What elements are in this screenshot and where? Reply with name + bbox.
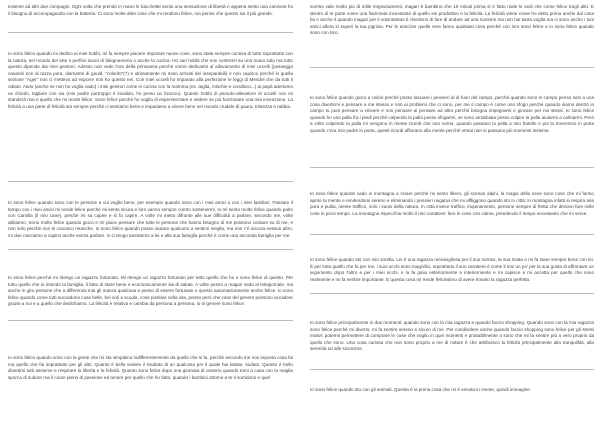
text-paragraph bbox=[310, 257, 594, 283]
separator-line bbox=[310, 167, 594, 168]
separator-line bbox=[8, 181, 293, 182]
separator-line bbox=[310, 234, 594, 235]
paragraph-text: insieme ad altri due compagni. Ogni volta che prendo in mano le bacchette sento una sensazione di libertà e appena sento una canzone ho il bisogno di accompagnarla con la batteria. Ci sono molte altre cose che mi rendono felice, ma penso che questo sia il più grande. bbox=[8, 4, 293, 16]
text-paragraph bbox=[310, 95, 594, 135]
paragraph-text: Io sono felice quando sono con le persone a cui voglio bene, per esempio quando sono con i miei amici o con i miei familiari. Passare il tempo con i miei amici mi rende felice perché mi sento sicura e loro vanno sempre contro sostenermi. Io mi sento molto felice quando parlo con Camilla (il mio cane), perché mi sa capire e sì fa capire. A volte mi metto difronte alle sue difficoltà a parlare, secondo me, volte abbiamo. Sono molto felice quando gioco e mi piace pensare che tutte le persone che hanno bisogno di me possono contare su di me, e non solo perché non le conosco neanche. Io sono felice quando posso aiutare qualcuno a sentirsi meglio, ma non c'è ancora nessun altro, mi due riusciamo a capirci anche senza parlare. Io ci tengo tantissimo a lei e alla sua famiglia perché è come una seconda famiglia per me. bbox=[8, 200, 293, 238]
paragraph-text: Io sono felice quando vado in montagna a sciare perché mi sento libero, gli scenari alpini, la magia della neve sono cose che mi fanno aprire la mente e rendendomi sereno e eliminando i pensieri negativi che mi affliggono quando sto in città; in montagna infatti si respira aria pura e pulita, niente traffico, solo i suoni della natura. In città invece traffico, inquinamento, persone sempre di fretta che devono fare mille cose in poco tempo. La montagna rispecchia molto il mio carattere: fare le cose con calma, prendendo il tempo necessario che mi serve. bbox=[310, 191, 594, 216]
paragraph-text: Io sono felice perché mi ritengo un ragazzo fortunato. Mi ritengo un ragazzo fortunato per tutto quello che ho e sono felice di questo. Per tutto quello che io intendo la famiglia, il fatto di stare bene e economicamente sia di salute. A volte penso a magari vedo al telegiornale, ma anche in giro persone che a differenza mia gli manca qualcosa e penso di essere fortunato e questo automaticamente anche felice. Io sono felice quando come tutti succedono cose belle, bei voti a scuola, cose positive nella vita, penso però che cose del genere possono accadere grazie a noi e a quello che dedichiamo. La felicità è relativa e cambia da persona a persona, io in genere sono felice. bbox=[8, 275, 293, 307]
paragraph-text: Io sono felice quando sono con la gente che mi sta simpatica indifferentemente da quello che si fa, perché secondo me non importa cosa fai ma quello che fai soprattutto per gli altri. Quanto è bello vedere il risultato di un qualcosa per il quale hai lottato, sudato. Quanto è bello divertirsi tutti assieme e respirare la libertà e la felicità. Quanto sono felice dopo una giornata di oratorio quando torni a casa con la maglia sporca di sudore ma il cuore pieno di passione ed amore per quello che ho fatto, quando i bambini attorno a te ti sorridono e quel bbox=[8, 355, 293, 380]
text-paragraph bbox=[8, 4, 293, 17]
text-paragraph bbox=[8, 200, 293, 240]
paragraph-text: Io sono felice quando sto con gli animali. Questa è la prima cosa che mi è venuta in mente, quindi immagino bbox=[310, 387, 530, 392]
separator-line bbox=[8, 249, 293, 250]
text-paragraph bbox=[8, 51, 293, 110]
separator-line bbox=[310, 369, 594, 370]
text-paragraph bbox=[310, 387, 594, 394]
paragraph-text: Io sono felice quando gioco a calcio perché posso lasciare i pensieri al di fuori del campo, perché quando sono in campo penso solo a una cosa divertirmi e pensare a me stesso e non ai problemi che ci sono, per me il campo è come uno sfogo perché quando siamo dentro in campo tu puoi pensare a vincere e non pensare ai pensare ad altro perché bisogna impegnarsi e giocare per noi stessi. Io sono felice quando ho una palla fra i piedi perché colpendo la palla posso sfogarmi, se sono arrabbiata posso colpire la palla aiutarmi a calmarmi. Però a volte colpendo la palla mi vengono in mente ricordi che non vorrei, quando passavo la palla a mio fratello e poi la troveremo in porta quando c'era mio padre in porta, questi ricordi affiorano alla mente perché ormai non si passano più momenti insieme. bbox=[310, 95, 594, 133]
text-paragraph bbox=[310, 191, 594, 217]
paragraph-text: Io sono felice quando mi dedico ai miei hobbi, mi fa sempre piacere imparare nuove cose, sono stata sempre curiosa di tutto soprattutto con la natura, nel mondo del arte o perfino lavori di falegnameria o anche la cucina. Ho vari hobbi che non centrerei su una mano sola ma tutto questo dipende dai miei genitori. Adesso non vedo l'ora della primavera perché vorrei dedicarmi al allevamento di miei uccelli (posseggo canarini non di razza pura, diamante di gould, "colorito"(?) e ultimamente mi sono arrivati dei inseparabili) e non capisco perché in quella sezione "Ager" non ci mettevo ad esporre non ho questo nei. Con miei uccelli ho imparato alla perfezione le leggi di Mendel che da tutti ti odiato. Aiuto (anche se non ho voglia vado) i miei genitori come in cucina con la mamma (es. taglia, mischie e condisco...) ai papà aderiamo un chiodo, tagliare con sia (mio padre purtroppo è invalido, ho perso un braccio). Questo hobbi di pseudo-allevatore di uccelli non mi standerà mai e quello che mi rende felice. Sono felice perché ho voglia di esperimentare e vedere se più funzionare una mia invenzione. La felicità a una parte di felicità sta sempre perché ci sentiamo bene e impariamo a vivere bene nel mondo crudele di paura, tristezza e rabbia. bbox=[8, 51, 293, 109]
separator-line bbox=[8, 320, 293, 321]
paragraph-text: Io sono felice principalmente in due momenti: quando sono con la mia ragazza e quando faccio shopping. Quando sono con la mia ragazza sono felice perché mi diverto, mi fa sentire sereno e sicuro di me. Per condividere anche quando faccio shopping sono felice per gli stessi motivi: potermi permettere di comprare le cose che voglio in quei momenti e probabilmente a sono che mi fa sentire più a vero proprio da quello che sono. Una cosa curiosa che non sono proprio a me di notare è che attribuisco la felicità principalmente alla tranquillità, alla serenità ed alle sicurezze. bbox=[310, 320, 594, 352]
separator-line bbox=[8, 32, 293, 33]
text-paragraph bbox=[310, 320, 594, 353]
separator-line bbox=[310, 293, 594, 294]
text-paragraph bbox=[8, 275, 293, 308]
text-paragraph bbox=[310, 4, 594, 37]
paragraph-text: Io sono felice quando sto con mio sorella. Lei è una ragazza meravigliosa per il suo sorriso, la sua risata e mi fa stare sempre bene con lei. È per tutto quello che fa per me, i suoi occhi sono magnifici, soprattutto il suo carattere è come il mio un po' per la sua gusta di affrontare un argomento dopo l'altro e per i miei occhi, e la fa gioia esteriormente e interiormente e mi capisce e mi accetta per quello che sono realmente e mi fa sentire importante. E questa cosa mi rende felicissimo di avere trovato la ragazza perfetta. bbox=[310, 257, 594, 282]
text-paragraph bbox=[8, 355, 293, 381]
paragraph-text: sorriso vale molto più di mille ringraziamenti, magari 9 bambino che 10 minuti prima si è fatto male lo vedi che come felice tragli altri. E dentro di te parte come una fiammata incessante di quello sei produttivo e la felicità. La felicità viene come ho detto prima anche dal cosa fai e anche il quando magari per il volontariato ti chiedono di fare di andare ad una riunione ma non hai tanta voglia ma ci sono anche i tuoi amici allora sì superi la tua pigrizia. Per le amicizie quelle vere fanno qualsiasi cosa perché con loro sono felice e io sono felice quando sono con loro. bbox=[310, 4, 594, 36]
separator-line bbox=[310, 67, 594, 68]
